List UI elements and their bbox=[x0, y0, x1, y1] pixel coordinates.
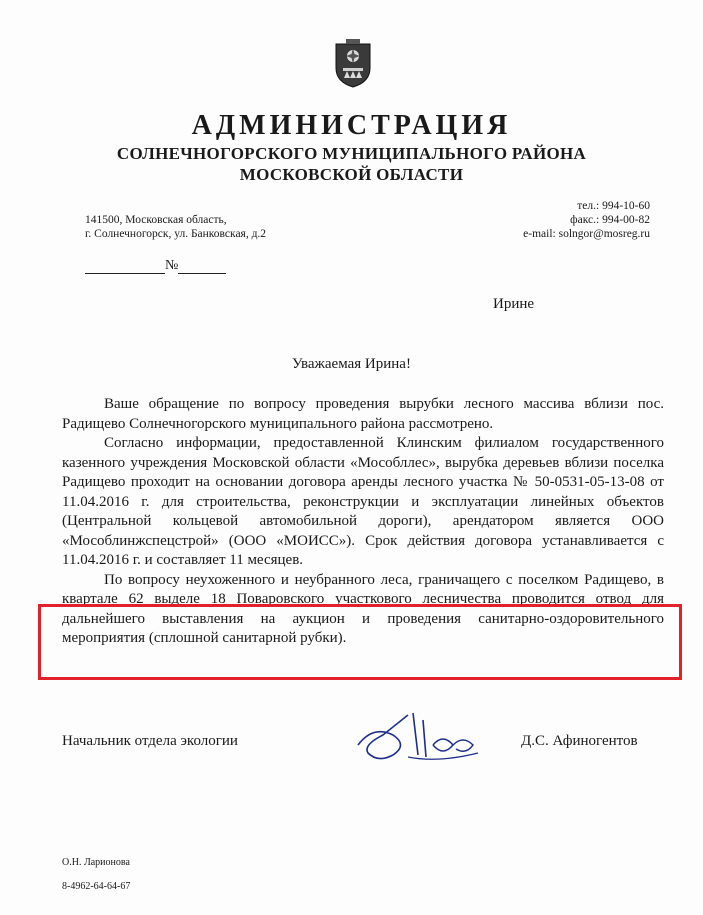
executor-phone: 8-4962-64-64-67 bbox=[62, 881, 131, 892]
greeting: Уважаемая Ирина! bbox=[292, 356, 411, 372]
coat-of-arms-icon bbox=[333, 38, 373, 88]
email-text: e-mail: solngor@mosreg.ru bbox=[523, 228, 650, 240]
number-blank bbox=[178, 261, 226, 274]
registration-line bbox=[85, 258, 226, 274]
paragraph: По вопросу неухоженного и неубранного леса, граничащего с поселком Радищево, в квартале 62 выделе 18 Поваровского участкового лесничества проводится отвод для дальнейшего выставления на аукцион и проведения санитарно-оздоровительного мероприятия (сплошной санитарной рубки). bbox=[62, 571, 664, 646]
signatory-position: Начальник отдела экологии bbox=[62, 733, 238, 749]
contact-block bbox=[523, 199, 650, 241]
executor-name: О.Н. Ларионова bbox=[62, 857, 130, 868]
address-line1: 141500, Московская область, bbox=[85, 214, 227, 226]
date-blank bbox=[85, 261, 165, 274]
organization-subtitle-line1: СОЛНЕЧНОГОРСКОГО МУНИЦИПАЛЬНОГО РАЙОНА bbox=[116, 144, 587, 163]
signatory-name: Д.С. Афиногентов bbox=[521, 733, 638, 749]
highlight-box bbox=[38, 604, 682, 680]
number-sign: № bbox=[165, 258, 179, 273]
organization-subtitle-line2: МОСКОВСКОЙ ОБЛАСТИ bbox=[239, 165, 464, 184]
postal-address bbox=[85, 213, 266, 241]
fax-text: факс.: 994-00-82 bbox=[570, 214, 650, 226]
handwritten-signature bbox=[348, 705, 498, 765]
paragraph: Ваше обращение по вопросу проведения вырубки лесного массива вблизи пос. Радищево Солнечногорского муниципального района рассмотрено. bbox=[62, 396, 664, 432]
address-line2: г. Солнечногорск, ул. Банковская, д.2 bbox=[85, 228, 267, 240]
recipient-name: Ирине bbox=[493, 296, 535, 312]
phone-text: тел.: 994-10-60 bbox=[577, 200, 650, 212]
paragraph: Согласно информации, предоставленной Клинским филиалом государственного казенного учреждения Московской области «Мособллес», вырубка деревьев вблизи поселка Радищево проходит на основании договора аренды лесного участка № 50-0531-05-13-08 от 11.04.2016 г. для строительства, реконструкции и эксплуатации линейных объектов (Центральной кольцевой автомобильной дороги), арендатором является ООО «Мособлинжспецстрой» (ООО «МОИСС»). Срок действия договора устанавливается с 11.04.2016 г. и составляет 11 месяцев. bbox=[62, 435, 664, 568]
organization-title: АДМИНИСТРАЦИЯ bbox=[191, 110, 512, 141]
